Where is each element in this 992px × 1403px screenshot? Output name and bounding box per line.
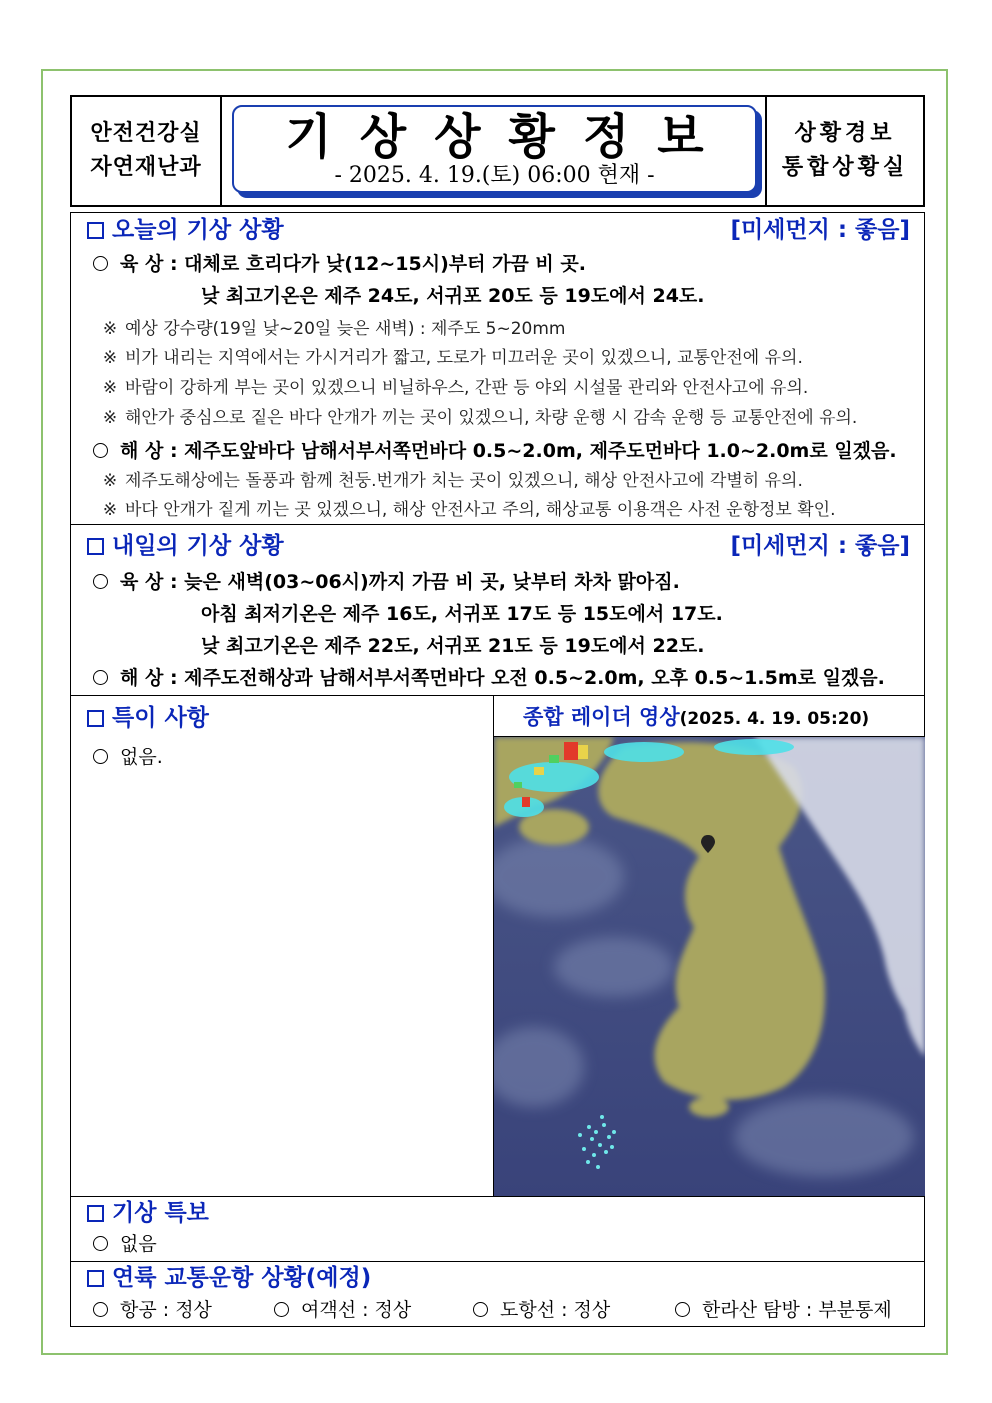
- circle-bullet-icon: [93, 670, 108, 685]
- circle-bullet-icon: [473, 1302, 488, 1317]
- today-weather-section: [70, 212, 925, 525]
- today-sea-note-1-text: 제주도해상에는 돌풍과 함께 천둥.번개가 치는 곳이 있겠으니, 해상 안전사고에 각별히 유의.: [125, 471, 803, 491]
- tomorrow-land-line-2: 아침 최저기온은 제주 16도, 서귀포 17도 등 15도에서 17도.: [201, 603, 723, 625]
- room-line-1: 상황경보: [794, 121, 896, 146]
- today-note-4: [99, 404, 857, 432]
- special-radar-section: [70, 695, 925, 1197]
- warning-item-text: 없음: [120, 1233, 157, 1255]
- traffic-item-air-text: 항공 : 정상: [120, 1299, 212, 1321]
- circle-bullet-icon: [93, 1236, 108, 1251]
- checkbox-icon: [87, 1270, 104, 1287]
- special-item: [93, 742, 163, 772]
- traffic-heading-text: 연륙 교통운항 상황(예정): [112, 1265, 372, 1291]
- issuer-line-2: 자연재난과: [90, 155, 202, 180]
- document-date: - 2025. 4. 19.(토) 06:00 현재 -: [334, 163, 655, 188]
- circle-bullet-icon: [675, 1302, 690, 1317]
- today-sea-note-2-text: 바다 안개가 짙게 끼는 곳 있겠으니, 해상 안전사고 주의, 해상교통 이용객은 사전 운항정보 확인.: [125, 500, 836, 520]
- traffic-section: [70, 1261, 925, 1327]
- checkbox-icon: [87, 710, 104, 727]
- today-dust-status: [미세먼지 : 좋음]: [730, 217, 910, 243]
- tomorrow-dust-status: [미세먼지 : 좋음]: [730, 533, 910, 559]
- document-title: 기상상황정보: [285, 109, 732, 165]
- radar-title-text: 종합 레이더 영상: [523, 705, 680, 729]
- title-box: [232, 105, 757, 193]
- checkbox-icon: [87, 222, 104, 239]
- tomorrow-sea-line: [93, 663, 885, 693]
- checkbox-icon: [87, 538, 104, 555]
- traffic-item-hallasan-text: 한라산 탐방 : 부분통제: [702, 1299, 892, 1321]
- note-mark-icon: ※: [102, 378, 118, 398]
- circle-bullet-icon: [93, 1302, 108, 1317]
- today-note-3: [99, 374, 808, 402]
- circle-bullet-icon: [93, 749, 108, 764]
- situation-room: [765, 97, 923, 205]
- tomorrow-heading-text: 내일의 기상 상황: [112, 533, 284, 559]
- warning-item: [93, 1229, 157, 1259]
- today-sea-note-1: [99, 467, 803, 495]
- today-heading-text: 오늘의 기상 상황: [112, 217, 284, 243]
- today-note-3-text: 바람이 강하게 부는 곳이 있겠으니 비닐하우스, 간판 등 야외 시설물 관리와 안전사고에 유의.: [125, 378, 809, 398]
- traffic-item-air: [93, 1295, 212, 1325]
- today-land-line-1: [93, 249, 586, 279]
- tomorrow-land-label: 육 상 :: [120, 571, 178, 593]
- today-land-label: 육 상 :: [120, 253, 178, 275]
- traffic-item-ferry: [274, 1295, 411, 1325]
- note-mark-icon: ※: [102, 500, 118, 520]
- tomorrow-heading: [87, 530, 284, 562]
- tomorrow-land-text-1: 늦은 새벽(03~06시)까지 가끔 비 곳, 낮부터 차차 맑아짐.: [184, 571, 680, 593]
- tomorrow-land-line-1: [93, 567, 680, 597]
- today-land-text-1: 대체로 흐리다가 낮(12~15시)부터 가끔 비 곳.: [184, 253, 586, 275]
- today-land-line-2: 낮 최고기온은 제주 24도, 서귀포 20도 등 19도에서 24도.: [201, 285, 705, 307]
- tomorrow-sea-label: 해 상 :: [120, 667, 178, 689]
- today-sea-note-2: [99, 496, 836, 524]
- note-mark-icon: ※: [102, 348, 118, 368]
- radar-satellite-image: [494, 737, 925, 1196]
- radar-title: [523, 701, 869, 735]
- special-item-text: 없음.: [120, 746, 163, 768]
- circle-bullet-icon: [93, 443, 108, 458]
- traffic-heading: [87, 1262, 371, 1294]
- note-mark-icon: ※: [102, 471, 118, 491]
- today-note-1: [99, 315, 565, 343]
- today-note-1-text: 예상 강수량(19일 낮~20일 늦은 새벽) : 제주도 5~20mm: [125, 319, 566, 339]
- tomorrow-land-line-3: 낮 최고기온은 제주 22도, 서귀포 21도 등 19도에서 22도.: [201, 635, 705, 657]
- warning-heading-text: 기상 특보: [112, 1200, 209, 1226]
- circle-bullet-icon: [93, 256, 108, 271]
- document-header: [70, 95, 925, 207]
- today-note-2: [99, 344, 803, 372]
- note-mark-icon: ※: [102, 408, 118, 428]
- today-note-2-text: 비가 내리는 지역에서는 가시거리가 짧고, 도로가 미끄러운 곳이 있겠으니, 교통안전에 유의.: [125, 348, 803, 368]
- room-line-2: 통합상황실: [781, 155, 909, 180]
- today-note-4-text: 해안가 중심으로 짙은 바다 안개가 끼는 곳이 있겠으니, 차량 운행 시 감속 운행 등 교통안전에 유의.: [125, 408, 858, 428]
- note-mark-icon: ※: [102, 319, 118, 339]
- traffic-item-hallasan: [675, 1295, 892, 1325]
- special-heading: [87, 702, 209, 734]
- tomorrow-sea-text: 제주도전해상과 남해서부서쪽먼바다 오전 0.5~2.0m, 오후 0.5~1.5m로 일겠음.: [184, 667, 885, 689]
- weather-warning-section: [70, 1196, 925, 1262]
- special-heading-text: 특이 사항: [112, 705, 209, 731]
- radar-time: (2025. 4. 19. 05:20): [679, 709, 870, 729]
- circle-bullet-icon: [274, 1302, 289, 1317]
- checkbox-icon: [87, 1205, 104, 1222]
- issuer-line-1: 안전건강실: [90, 121, 202, 146]
- traffic-item-island-ferry: [473, 1295, 610, 1325]
- tomorrow-weather-section: [70, 524, 925, 696]
- circle-bullet-icon: [93, 574, 108, 589]
- traffic-item-ferry-text: 여객선 : 정상: [301, 1299, 412, 1321]
- issuer-department: [72, 97, 222, 205]
- traffic-item-island-ferry-text: 도항선 : 정상: [500, 1299, 611, 1321]
- today-sea-label: 해 상 :: [120, 440, 178, 462]
- today-sea-text: 제주도앞바다 남해서부서쪽먼바다 0.5~2.0m, 제주도먼바다 1.0~2.0m로 일겠음.: [184, 440, 897, 462]
- today-sea-line: [93, 436, 897, 466]
- warning-heading: [87, 1197, 209, 1229]
- today-heading: [87, 214, 284, 246]
